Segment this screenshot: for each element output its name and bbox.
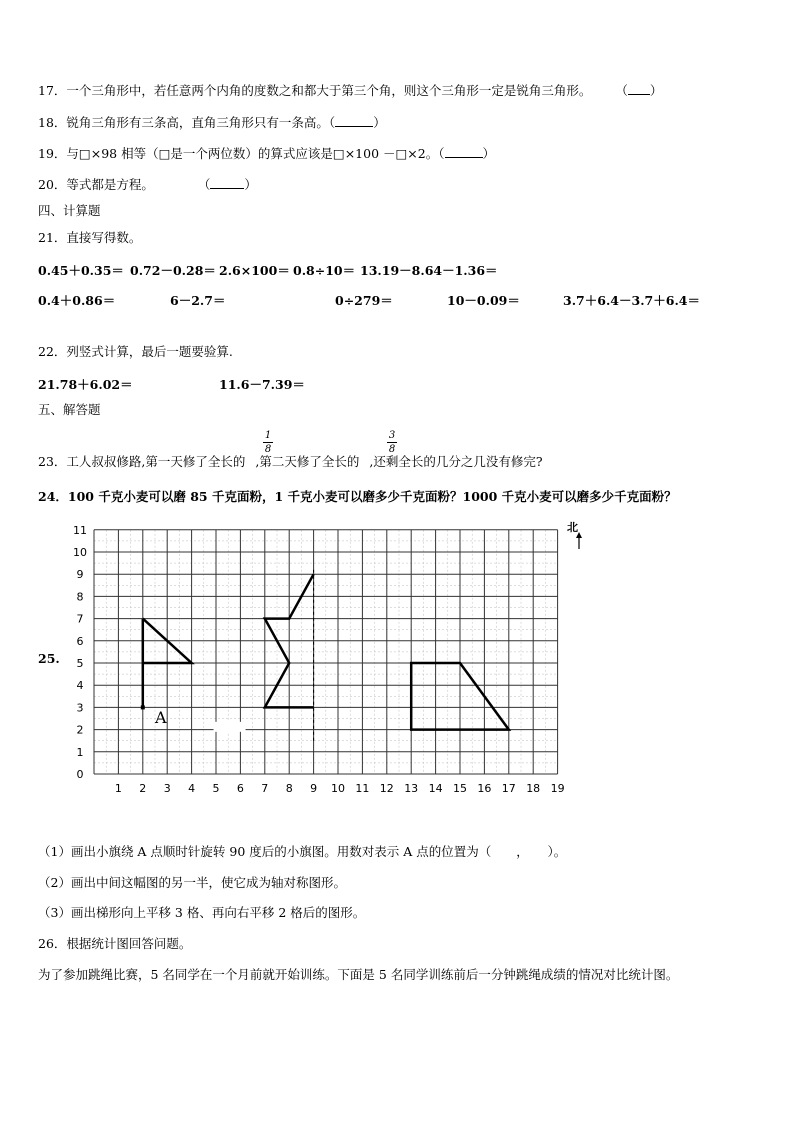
point-a-label: A bbox=[155, 707, 167, 727]
question-25-sub2: （2）画出中间这幅图的另一半，使它成为轴对称图形。 bbox=[38, 875, 346, 890]
x-tick-label: 15 bbox=[453, 782, 467, 795]
calc-item: 21.78＋6.02＝ bbox=[38, 377, 133, 392]
y-tick-label: 9 bbox=[76, 568, 84, 582]
question-20: 20．等式都是方程。 （ ） bbox=[38, 177, 257, 192]
calc-item: 2.6×100＝ bbox=[219, 263, 290, 278]
section-heading-calculation: 四、计算题 bbox=[38, 203, 101, 218]
shapes bbox=[141, 570, 509, 741]
y-tick-label: 4 bbox=[76, 679, 84, 693]
y-tick-label: 0 bbox=[76, 768, 84, 781]
calc-item: 0.4＋0.86＝ bbox=[38, 293, 116, 308]
question-26-description: 为了参加跳绳比赛，5 名同学在一个月前就开始训练。下面是 5 名同学训练前后一分钟跳绳成绩的情况对比统计图。 bbox=[38, 967, 679, 982]
x-tick-label: 13 bbox=[404, 782, 419, 795]
fraction-one-eighth: 1 8 bbox=[264, 430, 272, 455]
grid-lines bbox=[94, 530, 558, 774]
question-25-sub1: （1）画出小旗绕 A 点顺时针旋转 90 度后的小旗图。用数对表示 A 点的位置为（ ， ）。 bbox=[38, 844, 567, 859]
x-tick-label: 7 bbox=[261, 782, 269, 795]
y-tick-label: 3 bbox=[76, 701, 84, 715]
x-tick-label: 16 bbox=[477, 782, 492, 795]
calc-item: 6－2.7＝ bbox=[170, 293, 226, 308]
y-tick-label: 6 bbox=[76, 634, 84, 648]
coordinate-grid[interactable] bbox=[60, 518, 590, 798]
x-tick-label: 6 bbox=[236, 782, 244, 795]
y-tick-label: 10 bbox=[73, 546, 87, 559]
x-tick-label: 17 bbox=[501, 782, 516, 795]
calc-item: 10－0.09＝ bbox=[447, 293, 520, 308]
calc-item: 0.72－0.28＝ bbox=[130, 263, 216, 278]
y-tick-label: 1 bbox=[76, 745, 84, 759]
fraction-three-eighths: 3 8 bbox=[388, 430, 396, 455]
question-18: 18．锐角三角形有三条高，直角三角形只有一条高。（ ） bbox=[38, 115, 386, 130]
question-22: 22．列竖式计算，最后一题要验算. bbox=[38, 344, 233, 359]
y-tick-label: 7 bbox=[76, 612, 84, 626]
axis-labels bbox=[73, 524, 565, 795]
section-heading-solutions: 五、解答题 bbox=[38, 402, 101, 417]
x-tick-label: 18 bbox=[526, 782, 541, 795]
question-23: 23．工人叔叔修路,第一天修了全长的 ,第二天修了全长的 ,还剩全长的几分之几没有修完? bbox=[38, 454, 543, 469]
question-24: 24．100 千克小麦可以磨 85 千克面粉，1 千克小麦可以磨多少千克面粉？1000 千克小麦可以磨多少千克面粉？ bbox=[38, 489, 677, 504]
calc-item: 3.7＋6.4－3.7＋6.4＝ bbox=[563, 293, 700, 308]
answer-blank[interactable] bbox=[210, 188, 244, 189]
x-tick-label: 8 bbox=[285, 782, 293, 795]
question-17: 17．一个三角形中，若任意两个内角的度数之和都大于第三个角，则这个三角形一定是锐角三角形。 （ ） bbox=[38, 83, 663, 98]
calc-item: 13.19－8.64－1.36＝ bbox=[360, 263, 498, 278]
answer-blank[interactable] bbox=[628, 94, 650, 95]
answer-blank[interactable] bbox=[445, 157, 483, 158]
point-a-marker bbox=[141, 705, 145, 709]
answer-blank[interactable] bbox=[335, 126, 373, 127]
x-tick-label: 11 bbox=[355, 782, 370, 795]
x-tick-label: 5 bbox=[212, 782, 220, 795]
calc-item: 11.6－7.39＝ bbox=[219, 377, 305, 392]
x-tick-label: 3 bbox=[163, 782, 171, 795]
x-tick-label: 14 bbox=[428, 782, 443, 795]
x-tick-label: 9 bbox=[310, 782, 318, 795]
north-label: 北 bbox=[567, 521, 578, 534]
calc-item: 0÷279＝ bbox=[335, 293, 393, 308]
x-tick-label: 1 bbox=[114, 782, 122, 795]
y-tick-label: 2 bbox=[76, 723, 84, 737]
north-arrow-icon bbox=[574, 532, 584, 550]
question-26: 26．根据统计图回答问题。 bbox=[38, 936, 192, 951]
x-tick-label: 12 bbox=[379, 782, 394, 795]
x-tick-label: 2 bbox=[139, 782, 147, 795]
calc-item: 0.8÷10＝ bbox=[293, 263, 356, 278]
question-25-number: 25. bbox=[38, 651, 60, 666]
question-21: 21．直接写得数。 bbox=[38, 230, 142, 245]
calc-item: 0.45＋0.35＝ bbox=[38, 263, 124, 278]
x-tick-label: 10 bbox=[331, 782, 345, 795]
question-19: 19．与□×98 相等（□是一个两位数）的算式应该是□×100 －□×2。（ ） bbox=[38, 146, 496, 161]
y-tick-label: 11 bbox=[73, 523, 87, 537]
x-tick-label: 19 bbox=[550, 782, 565, 795]
question-25-sub3: （3）画出梯形向上平移 3 格、再向右平移 2 格后的图形。 bbox=[38, 905, 366, 920]
y-tick-label: 8 bbox=[76, 590, 84, 604]
y-tick-label: 5 bbox=[76, 657, 84, 670]
x-tick-label: 4 bbox=[188, 782, 196, 795]
